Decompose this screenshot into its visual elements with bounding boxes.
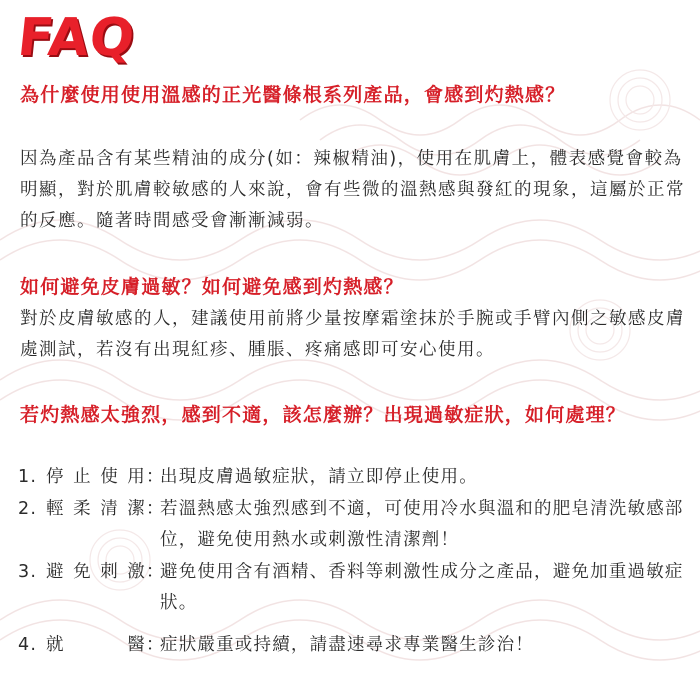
item-label xyxy=(46,630,146,662)
label-char: 清 xyxy=(100,498,119,519)
item-text: 症狀嚴重或持續，請盡速尋求專業醫生診治！ xyxy=(160,634,534,655)
answer-1: 因為產品含有某些精油的成分(如：辣椒精油)，使用在肌膚上，體表感覺會較為明顯，對於肌膚較敏感的人來說，會有些微的溫熱感與發紅的現象，這屬於正常的反應。隨著時間感受會漸漸減弱。 xyxy=(20,149,685,231)
item-number: 4. xyxy=(18,634,38,655)
label-char: 用 xyxy=(127,467,146,487)
answer-2: 對於皮膚敏感的人，建議使用前將少量按摩霜塗抹於手腕或手臂內側之敏感皮膚處測試，若沒有出現紅疹、腫脹、疼痛感即可安心使用。 xyxy=(20,309,685,360)
label-char: 止 xyxy=(73,467,92,487)
label-char: 使 xyxy=(100,467,119,487)
label-char: 免 xyxy=(73,561,92,582)
item-colon: ： xyxy=(146,561,165,582)
item-number: 3. xyxy=(18,561,38,582)
item-number: 2. xyxy=(18,498,38,519)
item-text: 若溫熱感太強烈感到不適，可使用冷水與溫和的肥皂清洗敏感部位，避免使用熱水或刺激性清潔劑！ xyxy=(160,498,684,550)
question-2: 如何避免皮膚過敏？如何避免感到灼熱感？ xyxy=(20,276,404,298)
list-item xyxy=(18,557,688,620)
label-char: 刺 xyxy=(100,561,119,582)
label-char: 避 xyxy=(46,561,65,582)
item-label xyxy=(46,494,146,557)
label-char: 就 xyxy=(46,634,65,655)
label-char: 激 xyxy=(127,561,146,582)
list-item xyxy=(18,630,688,662)
item-text: 出現皮膚過敏症狀，請立即停止使用。 xyxy=(160,467,478,487)
item-label xyxy=(46,462,146,494)
item-text: 避免使用含有酒精、香料等刺激性成分之產品，避免加重過敏症狀。 xyxy=(160,561,684,613)
label-char: 醫 xyxy=(127,634,146,655)
question-1: 為什麼使用使用溫感的正光醫條根系列產品，會感到灼熱感？ xyxy=(20,84,566,106)
faq-logo: FAQ xyxy=(14,8,139,68)
label-char: 潔 xyxy=(127,498,146,519)
label-char: 停 xyxy=(46,467,65,487)
treatment-steps-list xyxy=(18,462,688,661)
list-item xyxy=(18,462,688,494)
item-colon: ： xyxy=(146,467,165,487)
item-number: 1. xyxy=(18,467,38,487)
list-item xyxy=(18,494,688,557)
item-colon: ： xyxy=(146,498,165,519)
item-colon: ： xyxy=(146,634,165,655)
question-3: 若灼熱感太強烈，感到不適，該怎麼辦？出現過敏症狀，如何處理？ xyxy=(20,404,627,426)
label-char: 柔 xyxy=(73,498,92,519)
item-label xyxy=(46,557,146,620)
label-char: 輕 xyxy=(46,498,65,519)
